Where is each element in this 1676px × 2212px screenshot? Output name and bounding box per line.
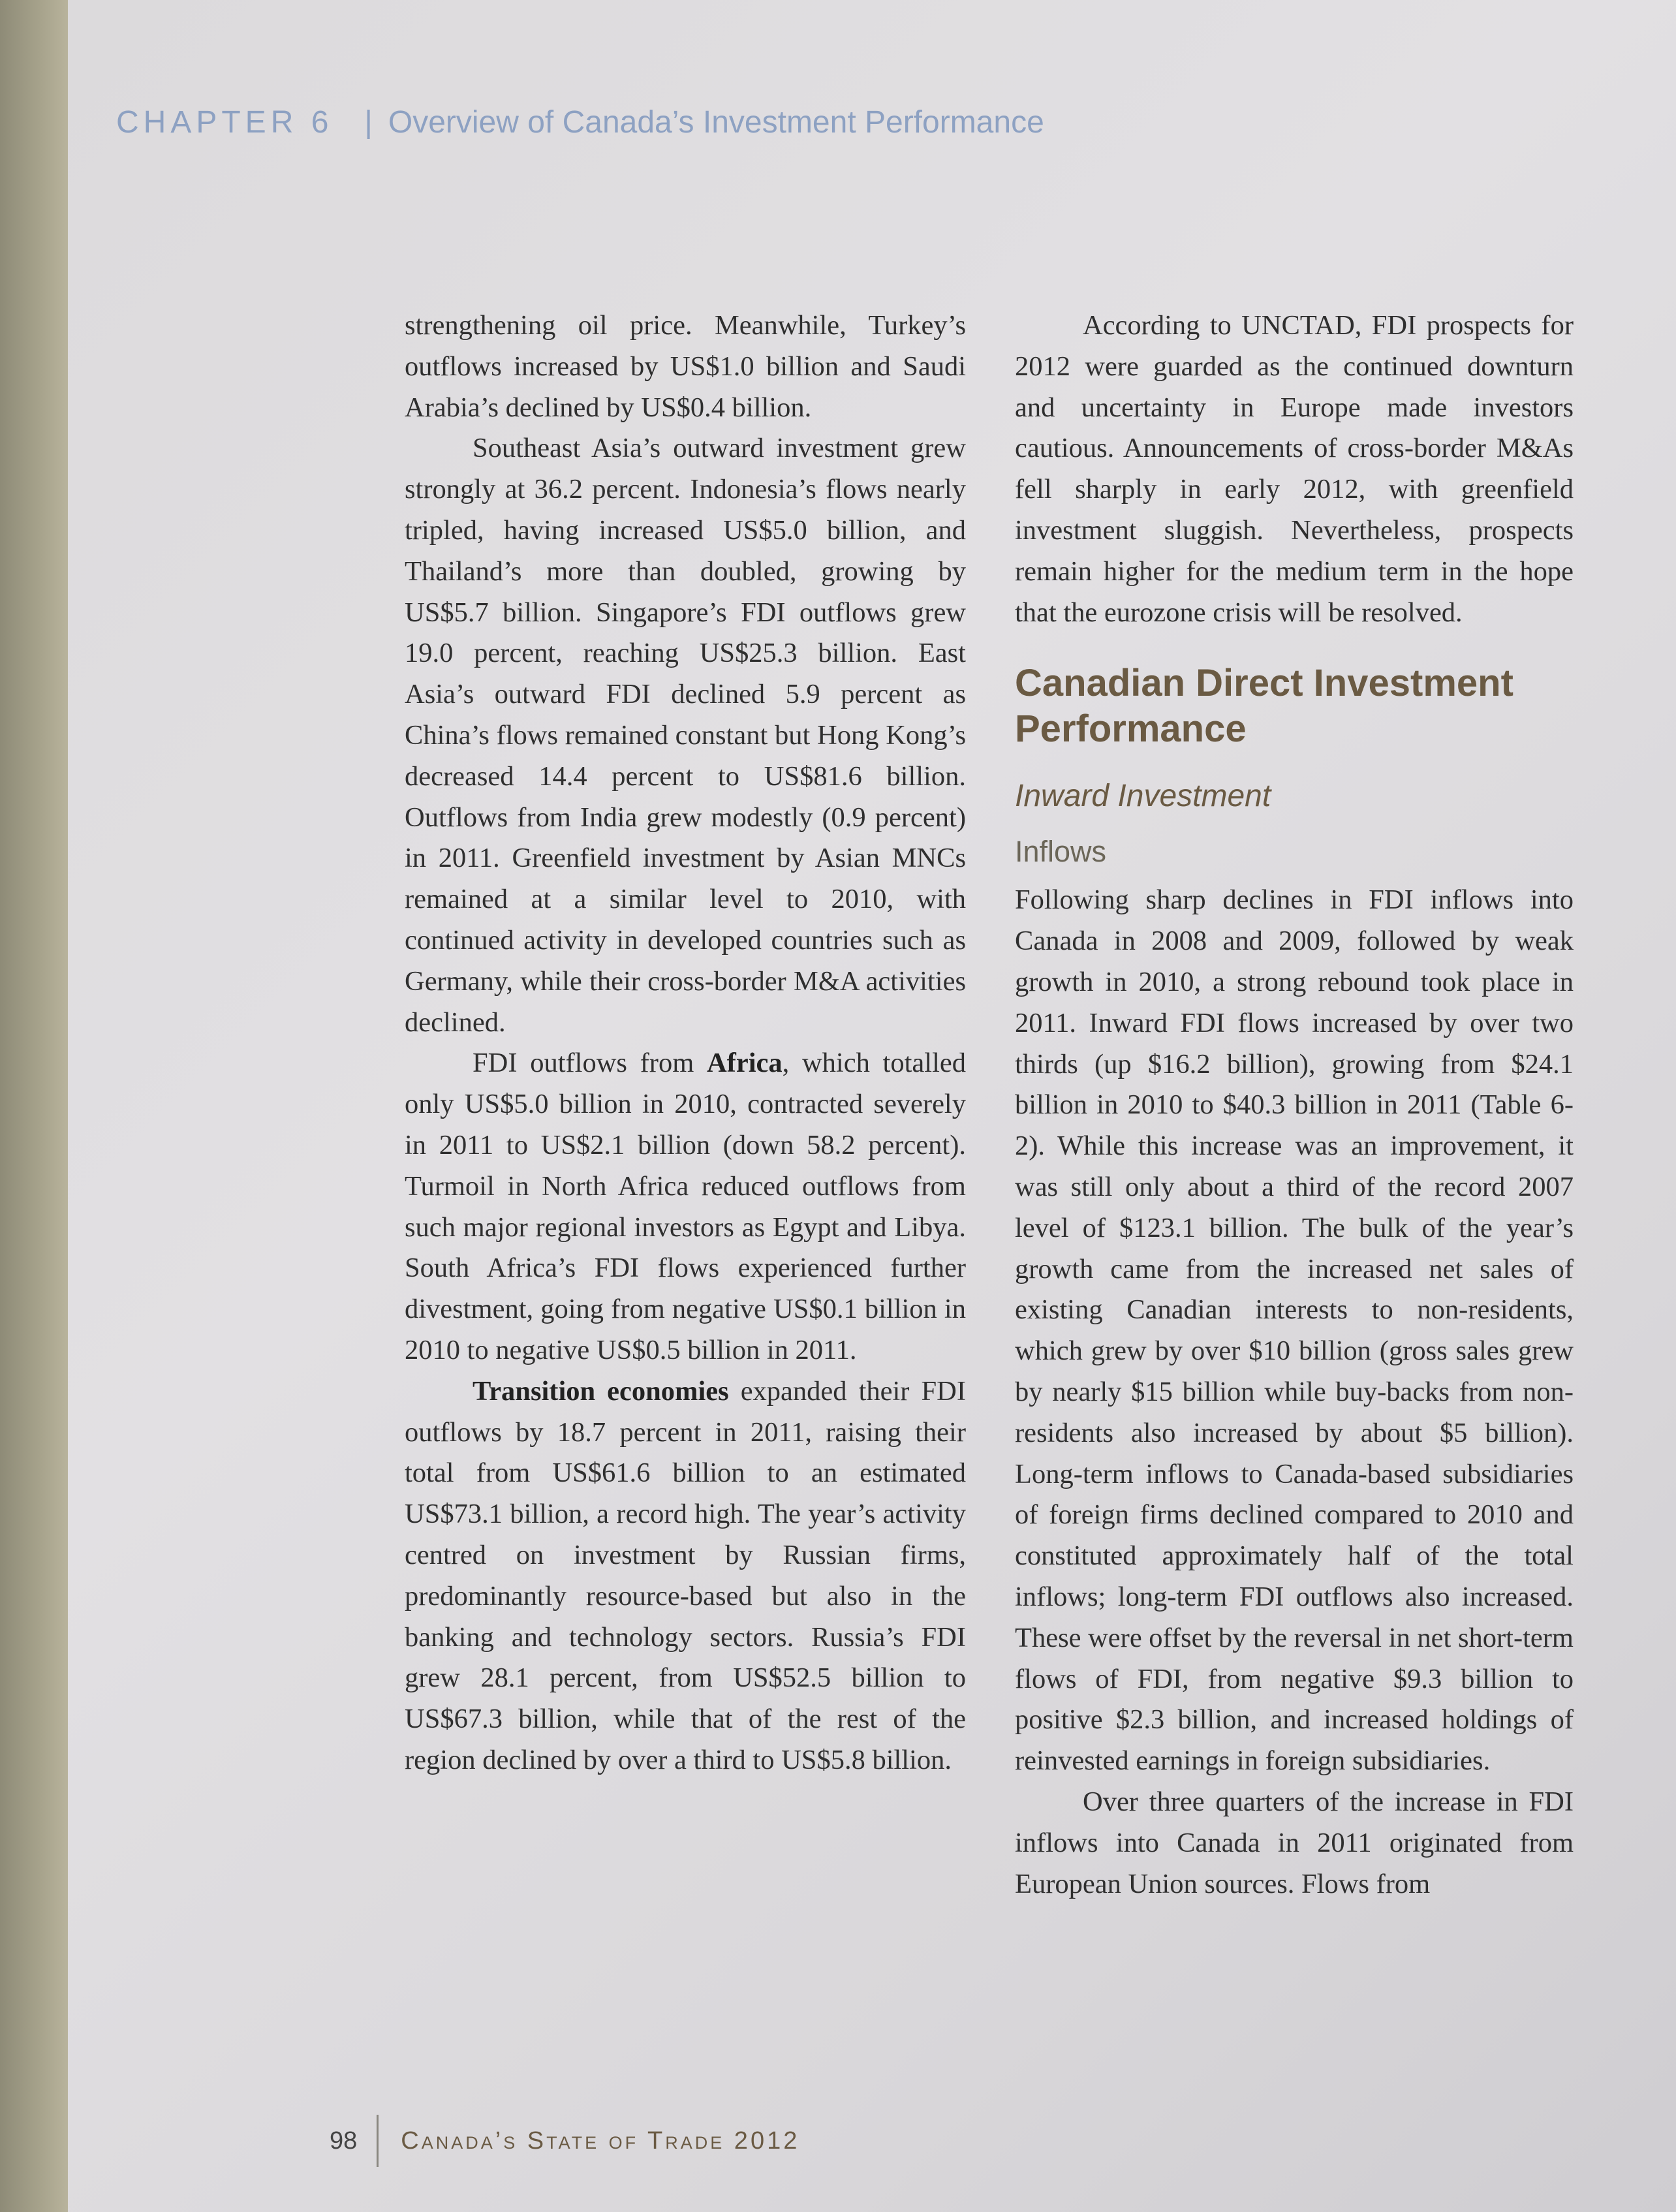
paragraph: According to UNCTAD, FDI prospects for 2012 were guarded as the continued downturn and uncertainty in Europe made investors cautious. Announcements of cross-border M&As fell sharply in early 2012, with greenfield investment sluggish. Nevertheless, prospects remain higher for the medium term in the hope that the eurozone crisis will be resolved. (1015, 310, 1574, 628)
paragraph (405, 1371, 966, 1781)
chapter-title: Overview of Canada’s Investment Performance (388, 105, 1044, 140)
footer-divider (377, 2115, 379, 2167)
header-separator: | (364, 105, 373, 140)
paragraph-text: FDI outflows from (473, 1048, 707, 1079)
paragraph (405, 1043, 966, 1371)
left-column (405, 305, 966, 1781)
paragraph: Following sharp declines in FDI inflows into Canada in 2008 and 2009, followed by weak growth in 2010, a strong rebound took place in 2011. Inward FDI flows increased by over two thirds (up $16.2 billion), growing from $24.1 billion in 2010 to $40.3 billion in 2011 (Table 6-2). While this increase was an improvement, it was still only about a third of the record 2007 level of $123.1 billion. The bulk of the year’s growth came from the increased net sales of existing Canadian interests to non-residents, which grew by over $10 billion (gross sales grew by nearly $15 billion while buy-backs from non-residents also increased by about $5 billion). Long-term inflows to Canada-based subsidiaries of foreign firms declined compared to 2010 and constituted approximately half of the total inflows; long-term FDI outflows also increased. These were offset by the reversal in net short-term flows of FDI, from negative $9.3 billion to positive $2.3 billion, and increased holdings of reinvested earnings in foreign subsidiaries. (1015, 884, 1574, 1777)
paragraph: Southeast Asia’s outward investment grew strongly at 36.2 percent. Indonesia’s flows nearly tripled, having increased US$5.0 billion, and Thailand’s more than doubled, growing by US$5.7 billion. Singapore’s FDI outflows grew 19.0 percent, reaching US$25.3 billion. East Asia’s outward FDI declined 5.9 percent as China’s flows remained constant but Hong Kong’s decreased 14.4 percent to US$81.6 billion. Outflows from India grew modestly (0.9 percent) in 2011. Greenfield investment by Asian MNCs remained at a similar level to 2010, with continued activity in developed countries such as Germany, while their cross-border M&A activities declined. (405, 433, 966, 1038)
section-heading: Canadian Direct Investment Performance (1015, 662, 1513, 751)
page-number: 98 (330, 2126, 358, 2155)
book-spine-shadow (0, 0, 68, 2212)
subsubsection-heading: Inflows (1015, 835, 1107, 869)
chapter-label: CHAPTER 6 (116, 105, 334, 140)
running-head (116, 104, 1044, 140)
paragraph: strengthening oil price. Meanwhile, Turkey’s outflows increased by US$1.0 billion and Saudi Arabia’s declined by US$0.4 billion. (405, 310, 966, 423)
bold-term: Transition economies (473, 1375, 729, 1407)
paragraph: Over three quarters of the increase in FDI inflows into Canada in 2011 originated from European Union sources. Flows from (1015, 1786, 1574, 1899)
paragraph-text: expanded their FDI outflows by 18.7 percent in 2011, raising their total from US$61.6 billion to an estimated US$73.1 billion, a record high. The year’s activity centred on investment by Russian firms, predominantly resource-based but also in the banking and technology sectors. Russia’s FDI grew 28.1 percent, from US$52.5 billion to US$67.3 billion, while that of the rest of the region declined by over a third to US$5.8 billion. (405, 1375, 966, 1775)
publication-title: Canada’s State of Trade 2012 (401, 2126, 800, 2155)
paragraph-text: , which totalled only US$5.0 billion in 2010, contracted severely in 2011 to US$2.1 billion (down 58.2 percent). Turmoil in North Africa reduced outflows from such major regional investors as Egypt and Libya. South Africa’s FDI flows experienced further divestment, going from negative US$0.1 billion in 2010 to negative US$0.5 billion in 2011. (405, 1048, 966, 1365)
right-column (1015, 305, 1574, 1905)
bold-term: Africa (706, 1048, 783, 1079)
subsection-heading: Inward Investment (1015, 779, 1271, 814)
page-footer (330, 2115, 799, 2167)
